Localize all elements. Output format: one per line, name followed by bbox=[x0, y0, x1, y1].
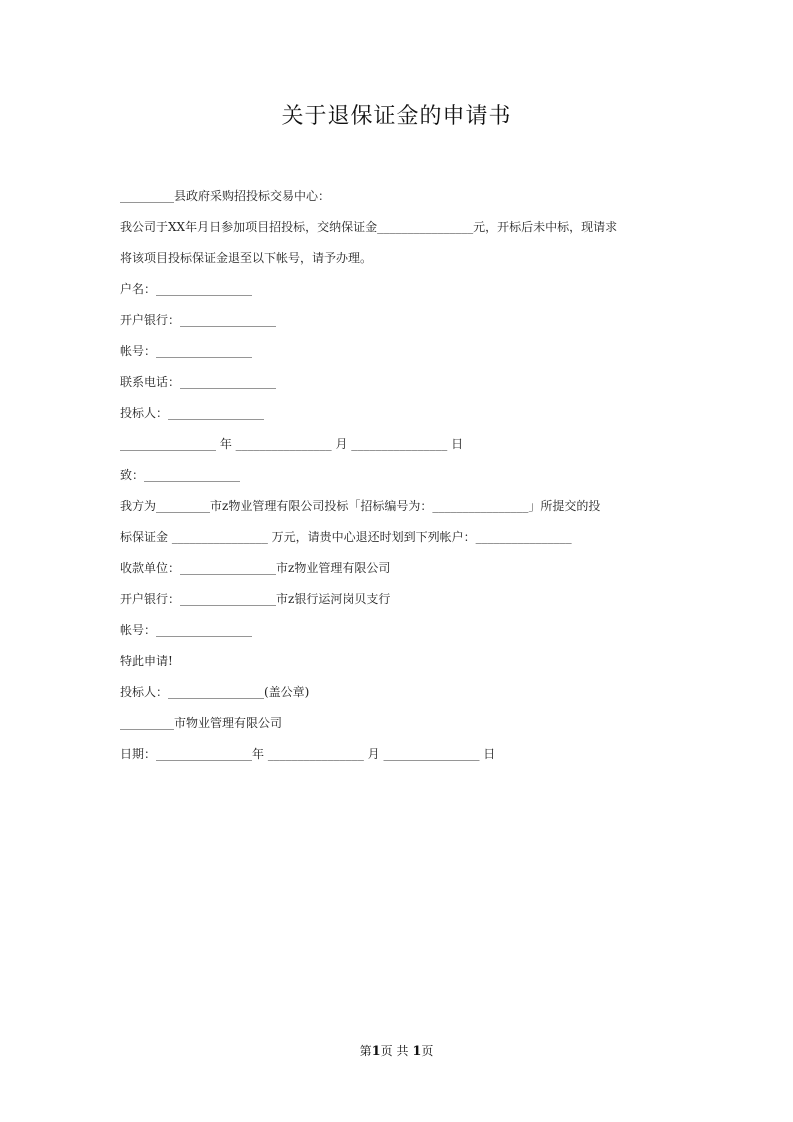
recipient-line: 致：________________ bbox=[120, 468, 241, 482]
paragraph-line: 我公司于XX年月日参加项目招投标，交纳保证金________________元，开标后未中标，现请求 bbox=[120, 220, 618, 234]
account-number-line: 帐号：________________ bbox=[120, 344, 253, 358]
page-current: 1 bbox=[371, 1044, 381, 1059]
addressee-line: _________县政府采购招投标交易中心： bbox=[120, 189, 331, 203]
page-label: 第 bbox=[359, 1044, 372, 1058]
bank-line: 开户银行：________________ bbox=[120, 313, 277, 327]
account-name-line: 户名：________________ bbox=[120, 282, 253, 296]
page-label: 页 bbox=[421, 1044, 434, 1058]
company-line: _________市物业管理有限公司 bbox=[120, 716, 283, 730]
document-body bbox=[120, 181, 680, 770]
closing-line: 特此申请! bbox=[120, 654, 173, 668]
bank-line: 开户银行：________________市z银行运河岗贝支行 bbox=[120, 592, 391, 606]
paragraph-line: 将该项目投标保证金退至以下帐号，请予办理。 bbox=[120, 251, 373, 265]
signing-date-line: 日期：________________年 ________________ 月 ________________ 日 bbox=[120, 747, 496, 761]
paragraph-line: 标保证金 ________________ 万元，请贵中心退还时划到下列帐户：________________ bbox=[120, 530, 572, 544]
page-footer bbox=[0, 1041, 793, 1062]
account-number-line: 帐号：________________ bbox=[120, 623, 253, 637]
paragraph-line: 我方为_________市z物业管理有限公司投标「招标编号为：________________」所提交的投 bbox=[120, 499, 601, 513]
page-total: 1 bbox=[412, 1044, 422, 1059]
payee-line: 收款单位：________________市z物业管理有限公司 bbox=[120, 561, 391, 575]
page-label: 页 共 bbox=[380, 1044, 409, 1058]
phone-line: 联系电话：________________ bbox=[120, 375, 277, 389]
bidder-seal-line: 投标人：________________(盖公章) bbox=[120, 685, 310, 699]
bidder-line: 投标人：________________ bbox=[120, 406, 265, 420]
document-title: 关于退保证金的申请书 bbox=[281, 104, 512, 129]
date-line: ________________ 年 ________________ 月 ________________ 日 bbox=[120, 437, 464, 451]
